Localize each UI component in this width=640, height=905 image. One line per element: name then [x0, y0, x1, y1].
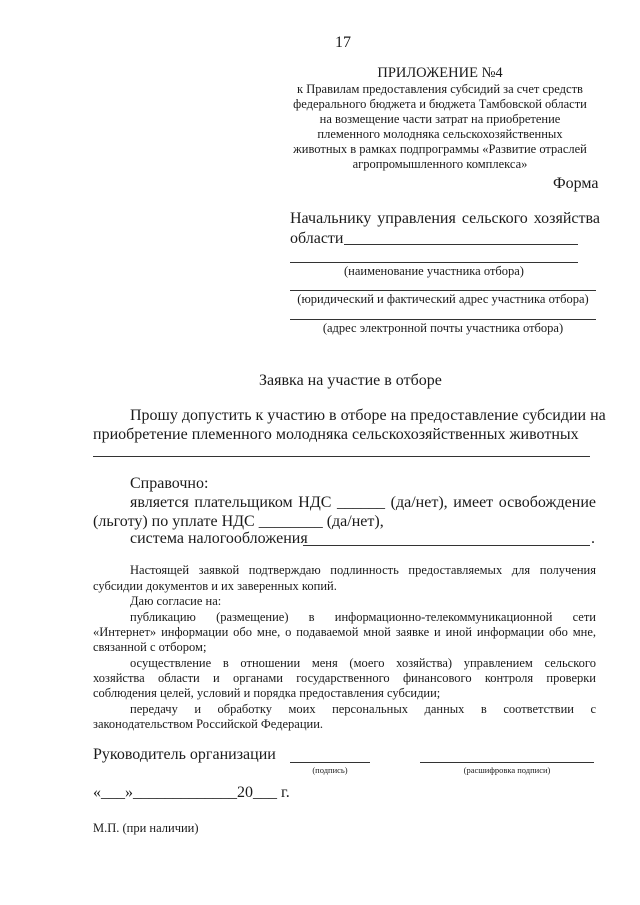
signature-field-line	[290, 762, 370, 763]
confirmation-p1-line1: Настоящей заявкой подтверждаю подлинность предоставляемых для получения	[130, 563, 596, 577]
caption-signature: (подпись)	[312, 765, 348, 775]
reference-vat-line1: является плательщиком НДС ______ (да/нет), имеет освобождение	[130, 494, 596, 511]
caption-participant-name: (наименование участника отбора)	[344, 264, 524, 278]
consent-personal-data-line1: передачу и обработку моих персональных данных в соответствии с	[130, 702, 596, 716]
appendix-line: агропромышленного комплекса»	[352, 157, 528, 171]
region-field-line	[344, 244, 578, 245]
consent-control-line1: осуществление в отношении меня (моего хозяйства) управлением сельского	[130, 656, 596, 670]
consent-publication-line1: публикацию (размещение) в информационно-телекоммуникационной сети	[130, 610, 596, 624]
signature-decoding-line	[420, 762, 594, 763]
appendix-line: на возмещение части затрат на приобретение	[319, 112, 561, 126]
consent-control-line3: соблюдения целей, условий и порядка предоставления субсидии;	[93, 686, 441, 700]
page-number: 17	[335, 34, 351, 51]
caption-participant-email: (адрес электронной почты участника отбора)	[322, 321, 564, 335]
reference-vat-line2: (льготу) по уплате НДС ________ (да/нет),	[93, 513, 384, 530]
appendix-line: животных в рамках подпрограммы «Развитие отраслей	[293, 142, 587, 156]
participant-name-line	[290, 262, 578, 263]
consent-control-line2: хозяйства области и органами государственного финансового контроля проверки	[93, 671, 596, 685]
participant-address-line	[290, 290, 596, 291]
signature-head-label: Руководитель организации	[93, 746, 276, 763]
appendix-line: племенного молодняка сельскохозяйственных	[317, 127, 563, 141]
appendix-title: ПРИЛОЖЕНИЕ №4	[377, 65, 503, 81]
stamp-label: М.П. (при наличии)	[93, 821, 199, 835]
caption-signature-decoding: (расшифровка подписи)	[463, 765, 551, 775]
reference-tax-system: система налогообложения	[130, 530, 308, 547]
application-fill-line	[93, 456, 590, 457]
form-label: Форма	[553, 175, 599, 192]
application-title: Заявка на участие в отборе	[259, 372, 442, 389]
participant-email-line	[290, 319, 596, 320]
tax-system-period: .	[591, 530, 595, 547]
application-body-line2: приобретение племенного молодняка сельскохозяйственных животных	[93, 426, 579, 443]
addressee-line2: области	[290, 230, 344, 247]
consent-personal-data-line2: законодательством Российской Федерации.	[93, 717, 324, 731]
date-line: «___»_____________20___ г.	[93, 784, 290, 801]
reference-title: Справочно:	[130, 475, 209, 492]
appendix-line: федерального бюджета и бюджета Тамбовской области	[293, 97, 587, 111]
confirmation-p1-line2: субсидии документов и их заверенных копий.	[93, 579, 337, 593]
addressee-line1: Начальнику управления сельского хозяйства	[290, 210, 600, 227]
consent-publication-line3: связанной с отбором;	[93, 640, 207, 654]
tax-system-field-line	[303, 545, 590, 546]
consent-publication-line2: «Интернет» информации обо мне, о подаваемой мной заявке и иной информации обо мне,	[93, 625, 596, 639]
caption-participant-address: (юридический и фактический адрес участника отбора)	[297, 292, 589, 306]
application-body-line1: Прошу допустить к участию в отборе на предоставление субсидии на	[130, 407, 606, 424]
appendix-line: к Правилам предоставления субсидий за счет средств	[297, 82, 583, 96]
consent-label: Даю согласие на:	[130, 594, 222, 608]
